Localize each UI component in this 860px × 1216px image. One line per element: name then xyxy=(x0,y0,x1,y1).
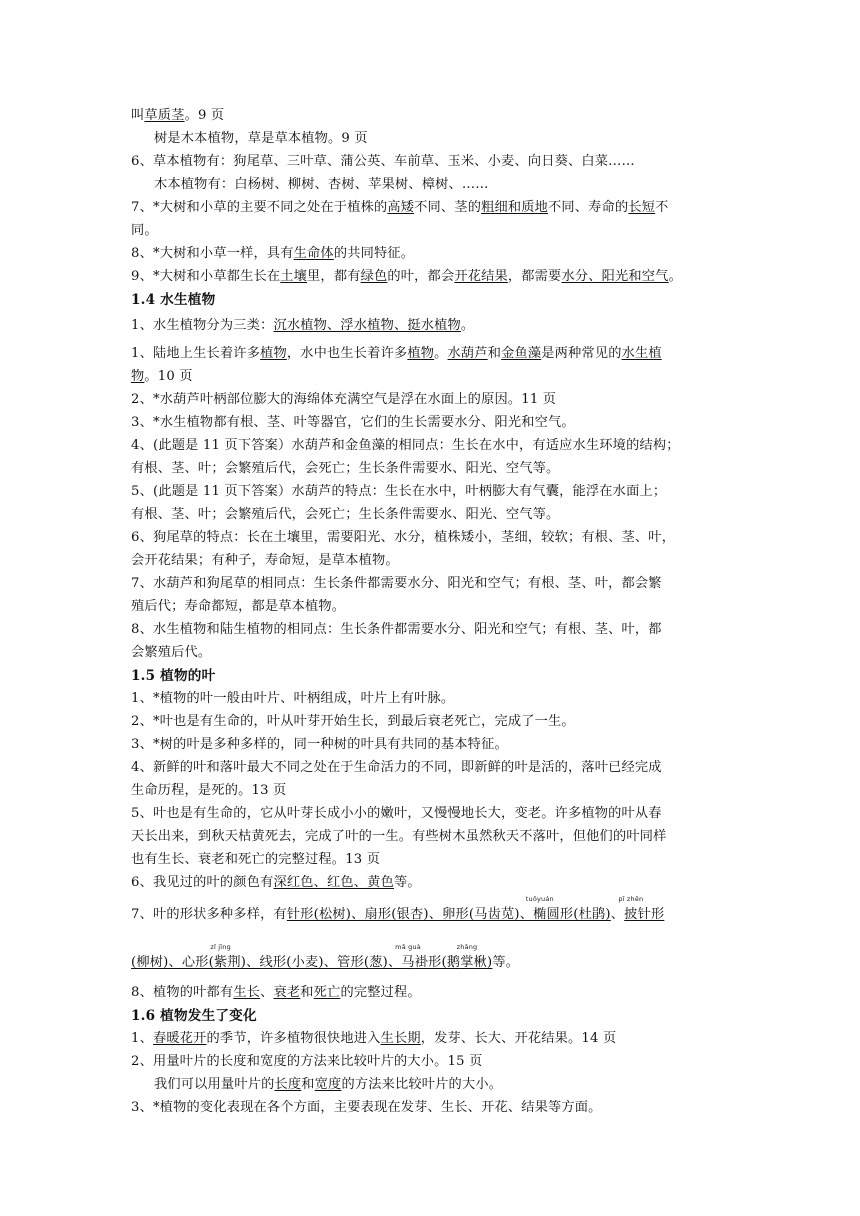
text-line xyxy=(131,392,556,408)
text-segment: 是两种常见的 xyxy=(541,346,622,361)
text-segment: 4、(此题是 11 页下答案）水葫芦和金鱼藻的相同点：生长在水中，有适应水生环境的结构； xyxy=(131,438,680,453)
text-line xyxy=(131,1100,602,1116)
underlined-term: 针形(松树)、扇形(银杏)、卵形(马齿苋)、 xyxy=(286,907,534,922)
text-segment: 里，都有 xyxy=(307,269,361,284)
underlined-term: 深红色、红色、黄色 xyxy=(273,875,394,890)
text-segment: 生命历程，是死的。13 页 xyxy=(131,783,287,798)
text-segment: 3、*水生植物都有根、茎、叶等器官，它们的生长需要水分、阳光和空气。 xyxy=(131,415,575,430)
underlined-term: 绿色 xyxy=(360,269,388,284)
text-line xyxy=(131,691,454,707)
text-segment: 和 xyxy=(487,346,502,361)
text-segment: 8、水生植物和陆生植物的相同点：生长条件都需要水分、阳光和空气；有根、茎、叶，都 xyxy=(131,622,662,637)
text-line xyxy=(131,369,193,385)
text-line xyxy=(131,576,662,592)
text-line xyxy=(131,246,414,262)
text-segment: 等。 xyxy=(393,875,421,890)
underlined-term: 开花结果 xyxy=(454,269,508,284)
text-segment: 2、用量叶片的长度和宽度的方法来比较叶片的大小。15 页 xyxy=(131,1054,483,1069)
text-segment: 的方法来比较叶片的大小。 xyxy=(341,1077,503,1092)
text-line xyxy=(131,1031,616,1047)
underlined-term: 掌 xyxy=(460,955,474,970)
pinyin-annotation: zhǎng xyxy=(456,943,478,951)
underlined-term: 荆)、线形(小麦)、管形(葱)、 xyxy=(227,955,402,970)
text-segment: 。 xyxy=(460,318,475,333)
text-segment: 叫 xyxy=(131,108,145,123)
ruby-char xyxy=(395,943,421,971)
text-line xyxy=(131,875,421,891)
text-segment: 2、*水葫芦叶柄部位膨大的海绵体充满空气是浮在水面上的原因。11 页 xyxy=(131,392,557,407)
text-line xyxy=(131,783,286,799)
text-segment: 1.4 水生植物 xyxy=(131,292,216,308)
text-line xyxy=(131,269,682,285)
ruby-char xyxy=(618,895,644,923)
text-segment: 天长出来，到秋天枯黄死去，完成了叶的一生。有些树木虽然秋天不落叶，但他们的叶同样 xyxy=(131,829,667,844)
text-line xyxy=(154,1077,502,1093)
underlined-term: 死亡 xyxy=(313,985,341,1000)
text-segment: 会开花结果；有种子，寿命短，是草本植物。 xyxy=(131,553,399,568)
underlined-term: 植物 xyxy=(407,346,435,361)
underlined-term: 针形 xyxy=(637,907,665,922)
text-segment: 和 xyxy=(301,1077,315,1092)
text-segment: 1、*植物的叶一般由叶片、叶柄组成，叶片上有叶脉。 xyxy=(131,691,455,706)
text-segment: 不 xyxy=(655,200,669,215)
text-line xyxy=(131,599,345,615)
text-segment: ，水中也生长着许多 xyxy=(286,346,408,361)
text-segment: 7、*大树和小草的主要不同之处在于植株的 xyxy=(131,200,388,215)
text-segment: ，都需要 xyxy=(507,269,562,284)
underlined-term: 沉水植物、浮水植物、挺水植物 xyxy=(273,318,461,333)
underlined-term: 椭 xyxy=(533,907,547,922)
text-segment: 8、植物的叶都有 xyxy=(131,985,234,1000)
text-segment: 也有生长、衰老和死亡的完整过程。13 页 xyxy=(131,852,381,867)
text-line xyxy=(131,200,669,216)
text-segment: 殖后代；寿命都短，都是草本植物。 xyxy=(131,599,346,614)
text-segment: 的季节，许多植物很快地进入 xyxy=(206,1031,381,1046)
text-line xyxy=(131,737,508,753)
text-segment: 的共同特征。 xyxy=(333,246,415,261)
text-segment: 6、我见过的叶的颜色有 xyxy=(131,875,274,890)
text-segment: 5、叶也是有生命的，它从叶芽长成小小的嫩叶，又慢慢地长大，变老。许多植物的叶从春 xyxy=(131,806,662,821)
underlined-term: 水生植 xyxy=(621,346,662,361)
pinyin-annotation: tuǒyuán xyxy=(525,895,554,903)
pinyin-annotation: zǐ jīng xyxy=(210,943,231,951)
text-line xyxy=(131,484,666,500)
text-segment: 。9 页 xyxy=(184,108,225,123)
text-line xyxy=(131,530,675,546)
underlined-term: 宽度 xyxy=(314,1077,342,1092)
text-line xyxy=(131,714,575,730)
underlined-term: 水葫芦 xyxy=(447,346,488,361)
underlined-term: 楸) xyxy=(473,955,493,970)
underlined-term: (柳树)、心形( xyxy=(131,955,214,970)
text-segment: 的完整过程。 xyxy=(340,985,421,1000)
text-segment: 不同、茎的 xyxy=(414,200,482,215)
text-segment: 。 xyxy=(668,269,682,284)
text-segment: 等。 xyxy=(492,955,520,970)
text-segment: 6、狗尾草的特点：长在土壤里，需要阳光、水分，植株矮小，茎细，较软；有根、茎、叶， xyxy=(131,530,676,545)
text-line xyxy=(131,415,575,431)
pinyin-annotation: pī zhēn xyxy=(618,895,644,903)
text-segment: 和 xyxy=(300,985,314,1000)
text-segment: 树是木本植物，草是草本植物。9 页 xyxy=(154,131,368,146)
text-segment: 3、*植物的变化表现在各个方面，主要表现在发芽、生长、开花、结果等方面。 xyxy=(131,1100,602,1115)
text-line xyxy=(131,852,380,868)
text-segment: 。 xyxy=(434,346,448,361)
text-line xyxy=(131,943,520,971)
text-segment: 。10 页 xyxy=(144,369,193,384)
text-line xyxy=(131,553,399,569)
text-line xyxy=(131,461,559,477)
ruby-char xyxy=(525,895,554,923)
text-segment: 1、陆地上生长着许多 xyxy=(131,346,261,361)
text-segment: 木本植物有：白杨树、柳树、杏树、苹果树、樟树、…… xyxy=(154,177,489,192)
section-heading xyxy=(131,668,215,684)
text-line xyxy=(131,438,680,454)
text-line xyxy=(131,622,662,638)
underlined-term: 水分、阳光和空气 xyxy=(561,269,669,284)
ruby-char xyxy=(210,943,231,971)
underlined-term: 生命体 xyxy=(293,246,334,261)
text-segment: 7、叶的形状多种多样，有 xyxy=(131,907,287,922)
text-segment: 有根、茎、叶；会繁殖后代，会死亡；生长条件需要水、阳光、空气等。 xyxy=(131,507,560,522)
underlined-term: 长短 xyxy=(628,200,656,215)
section-heading xyxy=(131,292,215,308)
underlined-term: 金鱼藻 xyxy=(501,346,542,361)
pinyin-annotation: mǎ guà xyxy=(395,943,421,951)
text-segment: 1.5 植物的叶 xyxy=(131,668,216,684)
underlined-term: 披 xyxy=(624,907,638,922)
text-segment: 有根、茎、叶；会繁殖后代，会死亡；生长条件需要水、阳光、空气等。 xyxy=(131,461,560,476)
text-line xyxy=(131,154,635,170)
underlined-term: 春暖花开 xyxy=(152,1031,207,1046)
text-segment: 的叶，都会 xyxy=(387,269,455,284)
underlined-term: 衰老 xyxy=(273,985,301,1000)
text-line xyxy=(131,318,474,334)
text-segment: 同。 xyxy=(131,223,158,238)
text-line xyxy=(131,895,665,923)
text-line xyxy=(131,346,662,362)
underlined-term: 粗细和质地 xyxy=(481,200,549,215)
section-heading xyxy=(131,1008,257,1024)
text-segment: 2、*叶也是有生命的，叶从叶芽开始生长，到最后衰老死亡，完成了一生。 xyxy=(131,714,575,729)
text-segment: 6、草本植物有：狗尾草、三叶草、蒲公英、车前草、玉米、小麦、向日葵、白菜…… xyxy=(131,154,635,169)
underlined-term: 圆形(杜鹃) xyxy=(546,907,611,922)
text-line xyxy=(131,1054,482,1070)
underlined-term: 土壤 xyxy=(280,269,308,284)
text-segment: 5、(此题是 11 页下答案）水葫芦的特点：生长在水中，叶柄膨大有气囊，能浮在水面上； xyxy=(131,484,667,499)
underlined-term: 长度 xyxy=(274,1077,302,1092)
text-segment: 1、水生植物分为三类： xyxy=(131,318,274,333)
text-line xyxy=(154,131,368,147)
text-segment: 9、*大树和小草都生长在 xyxy=(131,269,281,284)
text-segment: 3、*树的叶是多种多样的，同一种树的叶具有共同的基本特征。 xyxy=(131,737,508,752)
text-line xyxy=(131,507,559,523)
text-segment: 7、水葫芦和狗尾草的相同点：生长条件都需要水分、阳光和空气；有根、茎、叶，都会繁 xyxy=(131,576,662,591)
underlined-term: 生长期 xyxy=(380,1031,421,1046)
underlined-term: 马 xyxy=(401,955,415,970)
underlined-term: 紫 xyxy=(213,955,228,970)
text-segment: 8、*大树和小草一样，具有 xyxy=(131,246,294,261)
underlined-term: 高矮 xyxy=(387,200,415,215)
text-line xyxy=(131,985,421,1001)
text-line xyxy=(131,806,662,822)
underlined-term: 褂形(鹅 xyxy=(414,955,461,970)
text-segment: 1.6 植物发生了变化 xyxy=(131,1008,257,1024)
text-segment: 会繁殖后代。 xyxy=(131,645,212,660)
text-segment: 1、 xyxy=(131,1031,153,1046)
text-line xyxy=(131,760,662,776)
underlined-term: 草质茎 xyxy=(144,108,185,123)
text-segment: ，发芽、长大、开花结果。14 页 xyxy=(420,1031,617,1046)
text-line xyxy=(131,223,158,239)
text-line xyxy=(131,645,211,661)
underlined-term: 生长 xyxy=(233,985,261,1000)
text-line xyxy=(131,829,667,845)
text-line xyxy=(131,108,224,124)
underlined-term: 植物 xyxy=(260,346,287,361)
ruby-char xyxy=(456,943,478,971)
text-segment: 我们可以用量叶片的 xyxy=(154,1077,275,1092)
text-segment: 、 xyxy=(260,985,274,1000)
text-segment: 不同、寿命的 xyxy=(548,200,629,215)
text-segment: 、 xyxy=(610,907,625,922)
underlined-term: 物 xyxy=(131,369,145,384)
text-line xyxy=(154,177,489,193)
text-segment: 4、新鲜的叶和落叶最大不同之处在于生命活力的不同，即新鲜的叶是活的，落叶已经完成 xyxy=(131,760,662,775)
